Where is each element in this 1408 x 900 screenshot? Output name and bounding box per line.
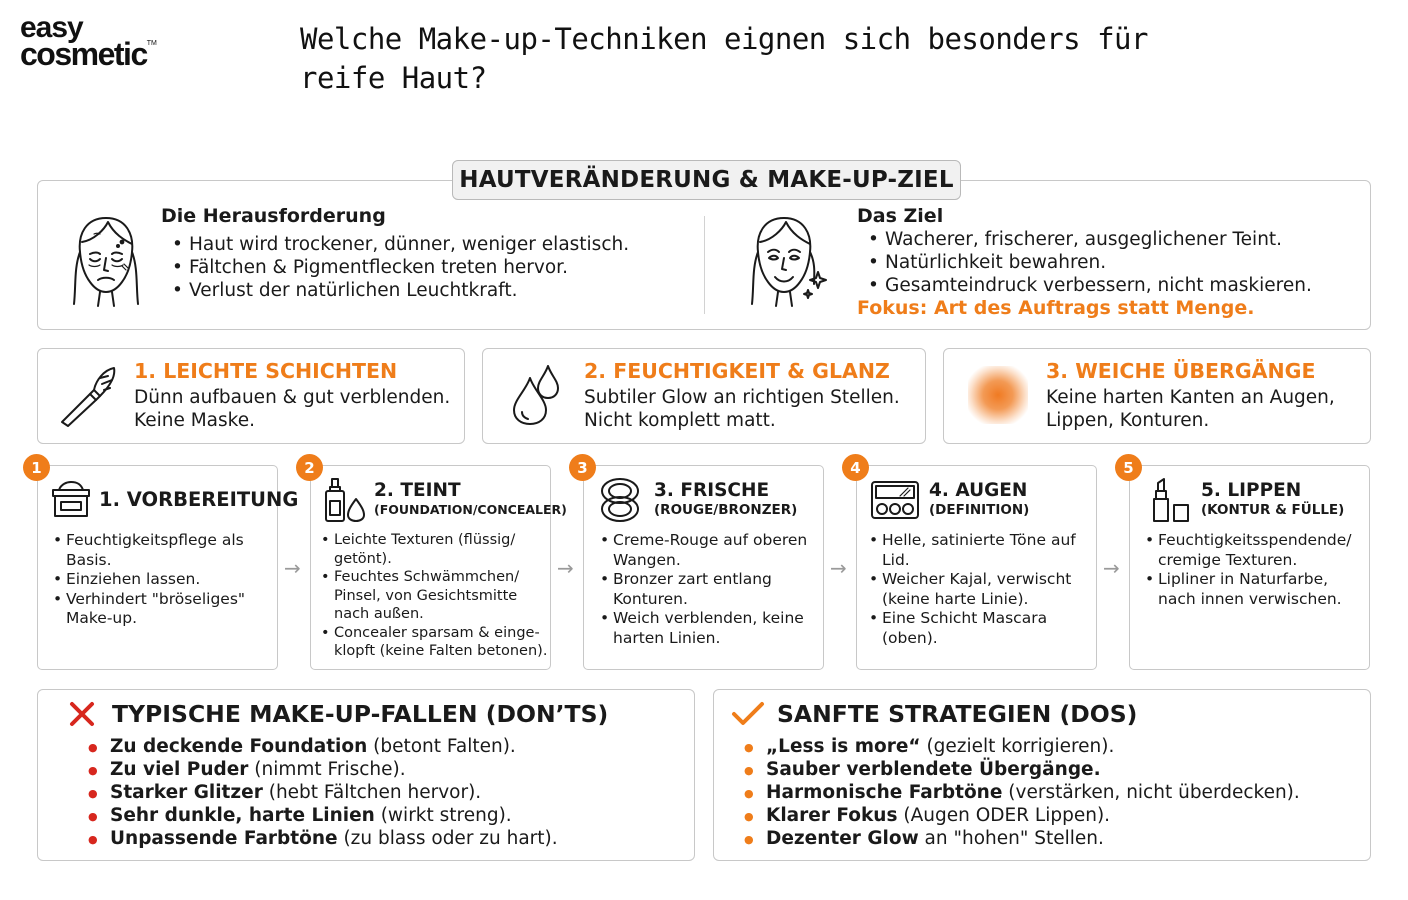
principle-title: 3. WEICHE ÜBERGÄNGE bbox=[1046, 359, 1316, 383]
flow-arrow: → bbox=[830, 556, 847, 580]
step-item-line: Verhindert "bröseliges" bbox=[66, 589, 246, 608]
step-item-line: Feuchtes Schwämmchen/ bbox=[334, 569, 520, 585]
goal-focus: Fokus: Art des Auftrags statt Menge. bbox=[857, 297, 1255, 319]
blur-swatch-icon bbox=[968, 366, 1028, 424]
donts-list bbox=[88, 735, 558, 850]
dos-item bbox=[744, 804, 1300, 827]
principle-line: Keine Maske. bbox=[134, 410, 255, 431]
dos-item-bold: Klarer Fokus bbox=[766, 805, 898, 826]
donts-item-bold: Starker Glitzer bbox=[110, 782, 263, 803]
cream-jar-icon bbox=[49, 480, 93, 520]
dos-item bbox=[744, 758, 1300, 781]
donts-item-rest: (wirkt streng). bbox=[374, 805, 512, 826]
donts-item bbox=[88, 735, 558, 758]
brand-line1: easy bbox=[20, 11, 83, 44]
step-item-line: Konturen. bbox=[613, 589, 688, 608]
lipstick-icon bbox=[1152, 477, 1192, 523]
step-title: 3. FRISCHE bbox=[654, 480, 770, 501]
dos-item-bold: Harmonische Farbtöne bbox=[766, 782, 1003, 803]
principle-title: 1. LEICHTE SCHICHTEN bbox=[134, 359, 398, 383]
step-title: 2. TEINT bbox=[374, 480, 461, 501]
dos-item-rest: (verstärken, nicht überdecken). bbox=[1002, 782, 1300, 803]
step-item-line: Pinsel, von Gesichtsmitte bbox=[334, 587, 518, 604]
cross-icon bbox=[68, 700, 96, 728]
step-badge: 5 bbox=[1115, 454, 1142, 481]
page-title: Welche Make-up-Techniken eignen sich besonders für reife Haut? bbox=[300, 22, 1148, 95]
step-item-line: Bronzer zart entlang bbox=[613, 570, 772, 588]
donts-item bbox=[88, 781, 558, 804]
step-item-line: Einziehen lassen. bbox=[66, 570, 201, 588]
principle-line: Dünn aufbauen & gut verblenden. bbox=[134, 387, 451, 408]
step-item-line: Helle, satinierte Töne auf bbox=[882, 531, 1076, 549]
dos-item bbox=[744, 827, 1300, 850]
foundation-bottle-icon bbox=[322, 477, 370, 523]
step-list bbox=[53, 531, 245, 629]
brand-logo bbox=[20, 11, 190, 72]
check-icon bbox=[731, 700, 765, 728]
goal-list bbox=[868, 228, 1312, 297]
step-subtitle: (FOUNDATION/CONCEALER) bbox=[374, 502, 567, 517]
panel-divider bbox=[704, 216, 705, 314]
step-item-line: klopft (keine Falten betonen). bbox=[334, 643, 548, 659]
donts-item-bold: Zu deckende Foundation bbox=[110, 736, 368, 757]
step-badge: 2 bbox=[296, 454, 323, 481]
step-subtitle: (DEFINITION) bbox=[929, 502, 1030, 518]
step-item-line: (keine harte Linie). bbox=[882, 589, 1029, 608]
step-item bbox=[869, 609, 1076, 648]
flow-arrow: → bbox=[1103, 556, 1120, 580]
step-title: 1. VORBEREITUNG bbox=[99, 488, 299, 511]
step-item-line: Weich verblenden, keine bbox=[613, 609, 804, 627]
step-badge: 1 bbox=[23, 454, 50, 481]
dos-item-rest: (Augen ODER Lippen). bbox=[897, 805, 1111, 826]
radiant-face-icon bbox=[748, 212, 832, 310]
step-item bbox=[321, 568, 547, 624]
step-item-line: Feuchtigkeitspflege als bbox=[66, 531, 244, 549]
step-item-line: cremige Texturen. bbox=[1158, 550, 1298, 569]
donts-item-bold: Zu viel Puder bbox=[110, 759, 249, 780]
principle-line: Lippen, Konturen. bbox=[1046, 410, 1210, 431]
goal-item: • Wacherer, frischerer, ausgeglichener Teint. bbox=[868, 228, 1312, 251]
challenge-item: • Verlust der natürlichen Leuchtkraft. bbox=[172, 279, 629, 302]
step-list bbox=[600, 531, 807, 648]
donts-item-bold: Sehr dunkle, harte Linien bbox=[110, 805, 375, 826]
step-item bbox=[1145, 531, 1352, 570]
dos-item bbox=[744, 735, 1300, 758]
step-title: 5. LIPPEN bbox=[1201, 480, 1302, 501]
step-item-line: nach außen. bbox=[334, 606, 424, 622]
step-item-line: Lipliner in Naturfarbe, bbox=[1158, 570, 1329, 588]
donts-item bbox=[88, 804, 558, 827]
compact-icon bbox=[598, 477, 642, 523]
brush-icon bbox=[56, 364, 120, 428]
donts-item-rest: (nimmt Frische). bbox=[248, 759, 406, 780]
brand-tm: TM bbox=[146, 39, 157, 47]
step-item-line: getönt). bbox=[334, 550, 392, 567]
brand-line2: cosmetic bbox=[20, 35, 147, 72]
step-item bbox=[869, 570, 1076, 609]
step-item bbox=[600, 609, 807, 648]
step-item bbox=[53, 570, 245, 590]
dos-item-bold: Dezenter Glow bbox=[766, 828, 919, 849]
step-list bbox=[321, 531, 547, 661]
dos-item-rest: an "hohen" Stellen. bbox=[918, 828, 1104, 849]
donts-item bbox=[88, 827, 558, 850]
principle-line: Nicht komplett matt. bbox=[584, 410, 776, 431]
step-item-line: Creme-Rouge auf oberen bbox=[613, 531, 808, 549]
goal-title: Das Ziel bbox=[857, 205, 944, 227]
step-item bbox=[600, 531, 807, 570]
challenge-title: Die Herausforderung bbox=[161, 205, 386, 227]
donts-item-rest: (hebt Fältchen hervor). bbox=[262, 782, 482, 803]
step-item-line: Leichte Texturen (flüssig/ bbox=[334, 532, 516, 548]
step-item-line: Concealer sparsam & einge- bbox=[334, 624, 540, 641]
step-item-line: nach innen verwischen. bbox=[1158, 589, 1342, 608]
challenge-item: • Fältchen & Pigmentflecken treten hervor. bbox=[172, 256, 629, 279]
step-item-line: Basis. bbox=[66, 550, 112, 569]
step-item bbox=[53, 531, 245, 570]
donts-item-rest: (zu blass oder zu hart). bbox=[337, 828, 558, 849]
donts-item-rest: (betont Falten). bbox=[367, 736, 516, 757]
step-item bbox=[600, 570, 807, 609]
step-item-line: Feuchtigkeitsspendende/ bbox=[1158, 531, 1352, 549]
dos-item-rest: (gezielt korrigieren). bbox=[920, 736, 1115, 757]
goal-item: • Natürlichkeit bewahren. bbox=[868, 251, 1312, 274]
flow-arrow: → bbox=[284, 556, 301, 580]
step-item-line: harten Linien. bbox=[613, 628, 721, 647]
principle-line: Subtiler Glow an richtigen Stellen. bbox=[584, 387, 900, 408]
step-list bbox=[869, 531, 1076, 648]
flow-arrow: → bbox=[557, 556, 574, 580]
step-item bbox=[53, 590, 245, 629]
step-item bbox=[321, 531, 547, 568]
step-badge: 4 bbox=[842, 454, 869, 481]
drops-icon bbox=[508, 364, 568, 428]
step-item bbox=[321, 624, 547, 661]
principle-title: 2. FEUCHTIGKEIT & GLANZ bbox=[584, 359, 890, 383]
dos-item-bold: Sauber verblendete Übergänge. bbox=[766, 759, 1101, 780]
donts-title: TYPISCHE MAKE-UP-FALLEN (DON’TS) bbox=[112, 700, 609, 728]
dos-list bbox=[744, 735, 1300, 850]
step-item-line: Weicher Kajal, verwischt bbox=[882, 570, 1072, 588]
principle-line: Keine harten Kanten an Augen, bbox=[1046, 387, 1335, 408]
step-item bbox=[869, 531, 1076, 570]
donts-item-bold: Unpassende Farbtöne bbox=[110, 828, 338, 849]
step-subtitle: (ROUGE/BRONZER) bbox=[654, 502, 798, 518]
step-item-line: Eine Schicht Mascara bbox=[882, 609, 1048, 627]
tired-face-icon bbox=[70, 212, 142, 310]
step-title: 4. AUGEN bbox=[929, 480, 1028, 501]
goal-item: • Gesamteindruck verbessern, nicht maskieren. bbox=[868, 274, 1312, 297]
dos-item bbox=[744, 781, 1300, 804]
dos-title: SANFTE STRATEGIEN (DOS) bbox=[777, 700, 1138, 728]
step-item-line: Wangen. bbox=[613, 550, 681, 569]
step-item-line: Lid. bbox=[882, 550, 910, 569]
step-item bbox=[1145, 570, 1352, 609]
step-list bbox=[1145, 531, 1352, 609]
challenge-item: • Haut wird trockener, dünner, weniger elastisch. bbox=[172, 233, 629, 256]
skin-change-header: HAUTVERÄNDERUNG & MAKE-UP-ZIEL bbox=[452, 160, 961, 200]
step-item-line: Make-up. bbox=[66, 609, 138, 627]
step-item-line: (oben). bbox=[882, 628, 938, 647]
donts-item bbox=[88, 758, 558, 781]
dos-item-bold: „Less is more“ bbox=[766, 736, 921, 757]
step-subtitle: (KONTUR & FÜLLE) bbox=[1201, 502, 1345, 518]
step-badge: 3 bbox=[569, 454, 596, 481]
eyeshadow-palette-icon bbox=[870, 480, 920, 520]
challenge-list bbox=[172, 233, 629, 302]
